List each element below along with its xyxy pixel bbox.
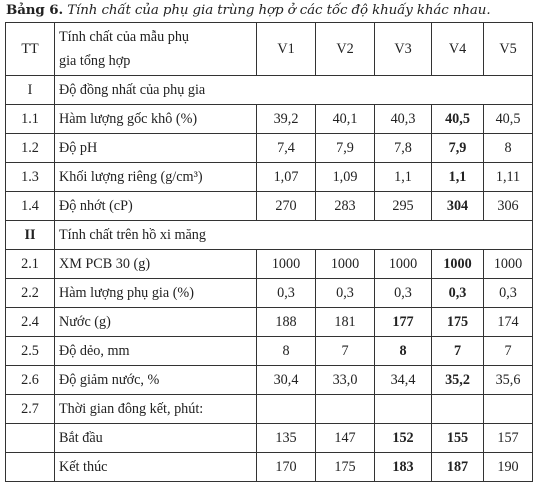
table-row <box>6 395 533 424</box>
table-caption-label: Bảng 6. <box>6 2 64 18</box>
row-label: Thời gian đông kết, phút: <box>55 395 257 424</box>
cell-v4: 155 <box>432 424 484 453</box>
cell-v2: 147 <box>316 424 375 453</box>
header-v3: V3 <box>375 23 432 76</box>
row-tt: 2.6 <box>6 366 55 395</box>
row-tt: 2.2 <box>6 279 55 308</box>
section-row <box>6 76 533 105</box>
cell-v2: 7 <box>316 337 375 366</box>
row-tt: II <box>6 221 55 250</box>
cell-v3: 1000 <box>375 250 432 279</box>
cell-v3: 295 <box>375 192 432 221</box>
cell-v3: 177 <box>375 308 432 337</box>
table-row <box>6 366 533 395</box>
cell-v4: 7,9 <box>432 134 484 163</box>
header-property-line1: Tính chất của mẫu phụ <box>59 29 190 45</box>
section-title: Tính chất trên hồ xi măng <box>55 221 533 250</box>
table-body <box>6 23 533 482</box>
row-tt: 2.1 <box>6 250 55 279</box>
cell-v3: 34,4 <box>375 366 432 395</box>
table-row <box>6 105 533 134</box>
cell-v2: 0,3 <box>316 279 375 308</box>
cell-v1: 170 <box>257 453 316 482</box>
cell-v4: 0,3 <box>432 279 484 308</box>
data-table <box>5 22 533 482</box>
cell-v5: 8 <box>484 134 533 163</box>
table-row <box>6 424 533 453</box>
cell-v3: 0,3 <box>375 279 432 308</box>
row-tt: 2.5 <box>6 337 55 366</box>
cell-v5: 40,5 <box>484 105 533 134</box>
table-row <box>6 250 533 279</box>
row-tt: I <box>6 76 55 105</box>
row-label: Khối lượng riêng (g/cm³) <box>55 163 257 192</box>
row-tt: 2.7 <box>6 395 55 424</box>
cell-v3: 7,8 <box>375 134 432 163</box>
table-caption <box>6 1 490 20</box>
cell-v2 <box>316 395 375 424</box>
cell-v5: 174 <box>484 308 533 337</box>
header-v4: V4 <box>432 23 484 76</box>
cell-v1: 135 <box>257 424 316 453</box>
cell-v4: 7 <box>432 337 484 366</box>
cell-v3: 40,3 <box>375 105 432 134</box>
table-row <box>6 163 533 192</box>
cell-v5: 306 <box>484 192 533 221</box>
cell-v1: 30,4 <box>257 366 316 395</box>
cell-v4: 187 <box>432 453 484 482</box>
row-label: Nước (g) <box>55 308 257 337</box>
row-tt <box>6 424 55 453</box>
cell-v4: 40,5 <box>432 105 484 134</box>
row-tt: 1.4 <box>6 192 55 221</box>
cell-v1: 1000 <box>257 250 316 279</box>
cell-v4: 175 <box>432 308 484 337</box>
table-row <box>6 337 533 366</box>
row-label: Độ giảm nước, % <box>55 366 257 395</box>
cell-v4 <box>432 395 484 424</box>
table-caption-text: Tính chất của phụ gia trùng hợp ở các tốc độ khuấy khác nhau. <box>67 3 491 18</box>
row-label: Độ pH <box>55 134 257 163</box>
cell-v3: 1,1 <box>375 163 432 192</box>
cell-v5: 157 <box>484 424 533 453</box>
cell-v1 <box>257 395 316 424</box>
header-v1: V1 <box>257 23 316 76</box>
cell-v1: 8 <box>257 337 316 366</box>
cell-v5 <box>484 395 533 424</box>
cell-v4: 1000 <box>432 250 484 279</box>
table-row <box>6 453 533 482</box>
cell-v1: 270 <box>257 192 316 221</box>
row-tt: 2.4 <box>6 308 55 337</box>
cell-v1: 7,4 <box>257 134 316 163</box>
cell-v2: 40,1 <box>316 105 375 134</box>
cell-v5: 7 <box>484 337 533 366</box>
cell-v5: 1000 <box>484 250 533 279</box>
cell-v1: 0,3 <box>257 279 316 308</box>
table-row <box>6 308 533 337</box>
cell-v4: 35,2 <box>432 366 484 395</box>
cell-v5: 35,6 <box>484 366 533 395</box>
header-v5: V5 <box>484 23 533 76</box>
cell-v1: 188 <box>257 308 316 337</box>
cell-v5: 190 <box>484 453 533 482</box>
row-tt <box>6 453 55 482</box>
row-tt: 1.3 <box>6 163 55 192</box>
row-label: Độ nhớt (cP) <box>55 192 257 221</box>
table-row <box>6 279 533 308</box>
cell-v3: 8 <box>375 337 432 366</box>
header-v2: V2 <box>316 23 375 76</box>
cell-v4: 1,1 <box>432 163 484 192</box>
header-property-line2: gia tổng hợp <box>59 53 131 69</box>
cell-v2: 181 <box>316 308 375 337</box>
cell-v5: 0,3 <box>484 279 533 308</box>
cell-v5: 1,11 <box>484 163 533 192</box>
cell-v2: 1,09 <box>316 163 375 192</box>
row-tt: 1.1 <box>6 105 55 134</box>
cell-v2: 283 <box>316 192 375 221</box>
section-title: Độ đồng nhất của phụ gia <box>55 76 533 105</box>
section-row <box>6 221 533 250</box>
cell-v1: 1,07 <box>257 163 316 192</box>
table-row <box>6 134 533 163</box>
row-tt: 1.2 <box>6 134 55 163</box>
cell-v2: 7,9 <box>316 134 375 163</box>
row-label: Hàm lượng phụ gia (%) <box>55 279 257 308</box>
row-label: Độ dẻo, mm <box>55 337 257 366</box>
header-property <box>55 23 257 76</box>
row-label: Hàm lượng gốc khô (%) <box>55 105 257 134</box>
cell-v2: 33,0 <box>316 366 375 395</box>
table-header-row <box>6 23 533 76</box>
table-row <box>6 192 533 221</box>
cell-v3: 183 <box>375 453 432 482</box>
cell-v4: 304 <box>432 192 484 221</box>
cell-v3 <box>375 395 432 424</box>
cell-v1: 39,2 <box>257 105 316 134</box>
header-tt: TT <box>6 23 55 76</box>
cell-v2: 1000 <box>316 250 375 279</box>
row-label: Kết thúc <box>55 453 257 482</box>
cell-v2: 175 <box>316 453 375 482</box>
cell-v3: 152 <box>375 424 432 453</box>
row-label: XM PCB 30 (g) <box>55 250 257 279</box>
row-label: Bắt đầu <box>55 424 257 453</box>
